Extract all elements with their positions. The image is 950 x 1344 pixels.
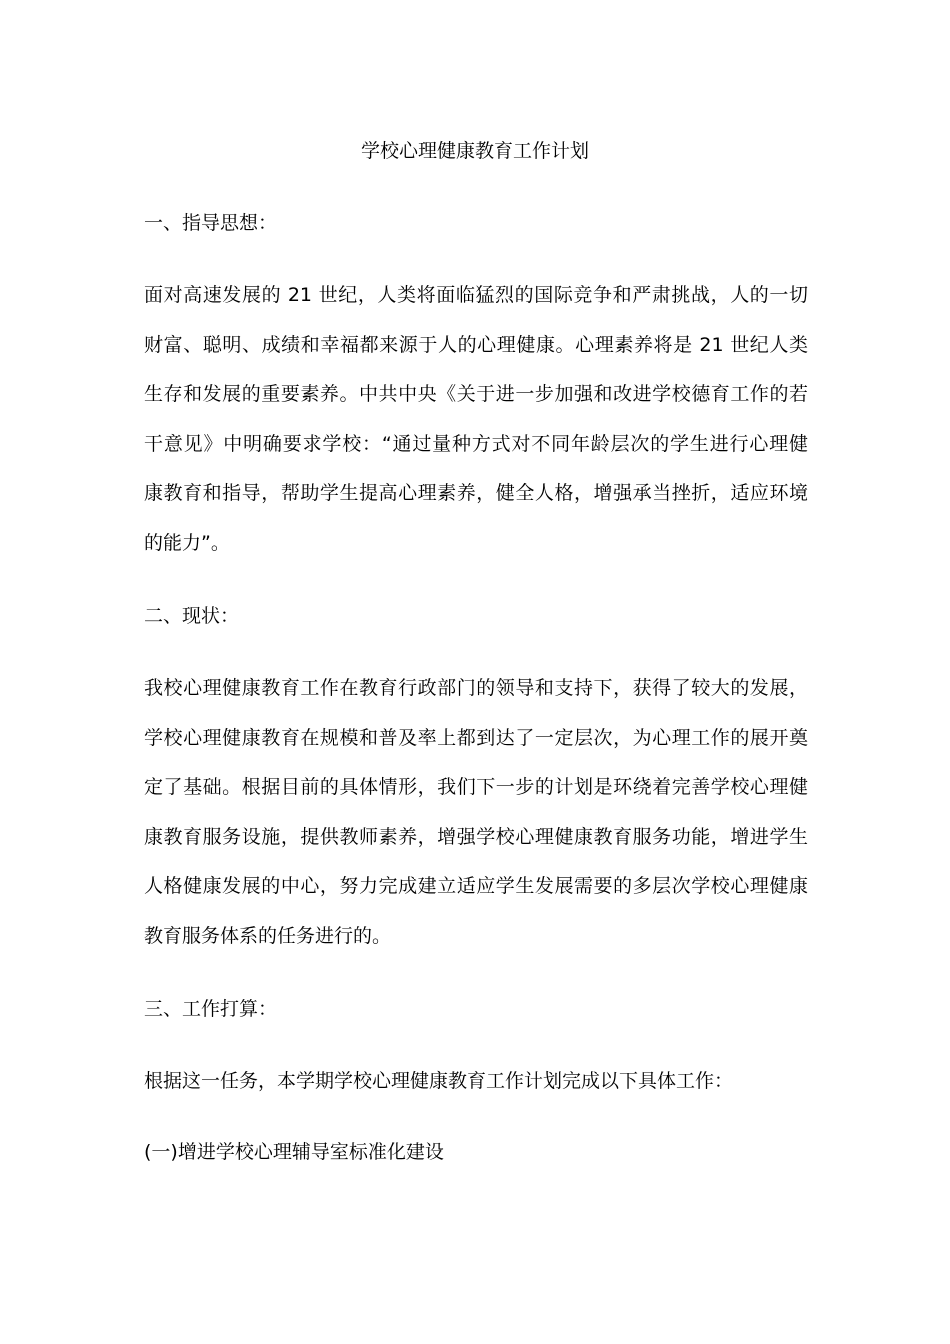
paragraph-line: 康教育和指导，帮助学生提高心理素养，健全人格，增强承当挫折，适应环境 — [144, 482, 808, 505]
paragraph-line: 教育服务体系的任务进行的。 — [144, 924, 392, 947]
paragraph-line: 我校心理健康教育工作在教育行政部门的领导和支持下，获得了较大的发展， — [144, 677, 808, 699]
paragraph-line: 生存和发展的重要素养。中共中央《关于进一步加强和改进学校德育工作的若 — [144, 383, 808, 406]
document-title: 学校心理健康教育工作计划 — [360, 140, 589, 162]
paragraph-line: 康教育服务设施，提供教师素养，增强学校心理健康教育服务功能，增进学生 — [144, 825, 808, 848]
paragraph-work-plan-intro: 根据这一任务，本学期学校心理健康教育工作计划完成以下具体工作： — [144, 1070, 734, 1092]
paragraph-line: 干意见》中明确要求学校：“通过量种方式对不同年龄层次的学生进行心理健 — [144, 432, 808, 455]
paragraph-line: 人格健康发展的中心，努力完成建立适应学生发展需要的多层次学校心理健康 — [144, 875, 808, 898]
paragraph-guiding-ideology — [144, 271, 808, 569]
paragraph-line: 学校心理健康教育在规模和普及率上都到达了一定层次，为心理工作的展开奠 — [144, 726, 808, 749]
section-heading-status: 二、现状： — [144, 605, 240, 627]
paragraph-line: 定了基础。根据目前的具体情形，我们下一步的计划是环绕着完善学校心理健 — [144, 776, 808, 799]
list-item-1: (一)增进学校心理辅导室标准化建设 — [144, 1141, 444, 1163]
section-heading-work-plan: 三、工作打算： — [144, 998, 278, 1020]
paragraph-line: 财富、聪明、成绩和幸福都来源于人的心理健康。心理素养将是 21 世纪人类 — [144, 333, 808, 356]
paragraph-line: 面对高速发展的 21 世纪，人类将面临猛烈的国际竞争和严肃挑战，人的一切 — [144, 284, 808, 306]
paragraph-line: 的能力”。 — [144, 531, 230, 554]
section-heading-guiding-ideology: 一、指导思想： — [144, 212, 278, 234]
paragraph-status — [144, 664, 808, 962]
